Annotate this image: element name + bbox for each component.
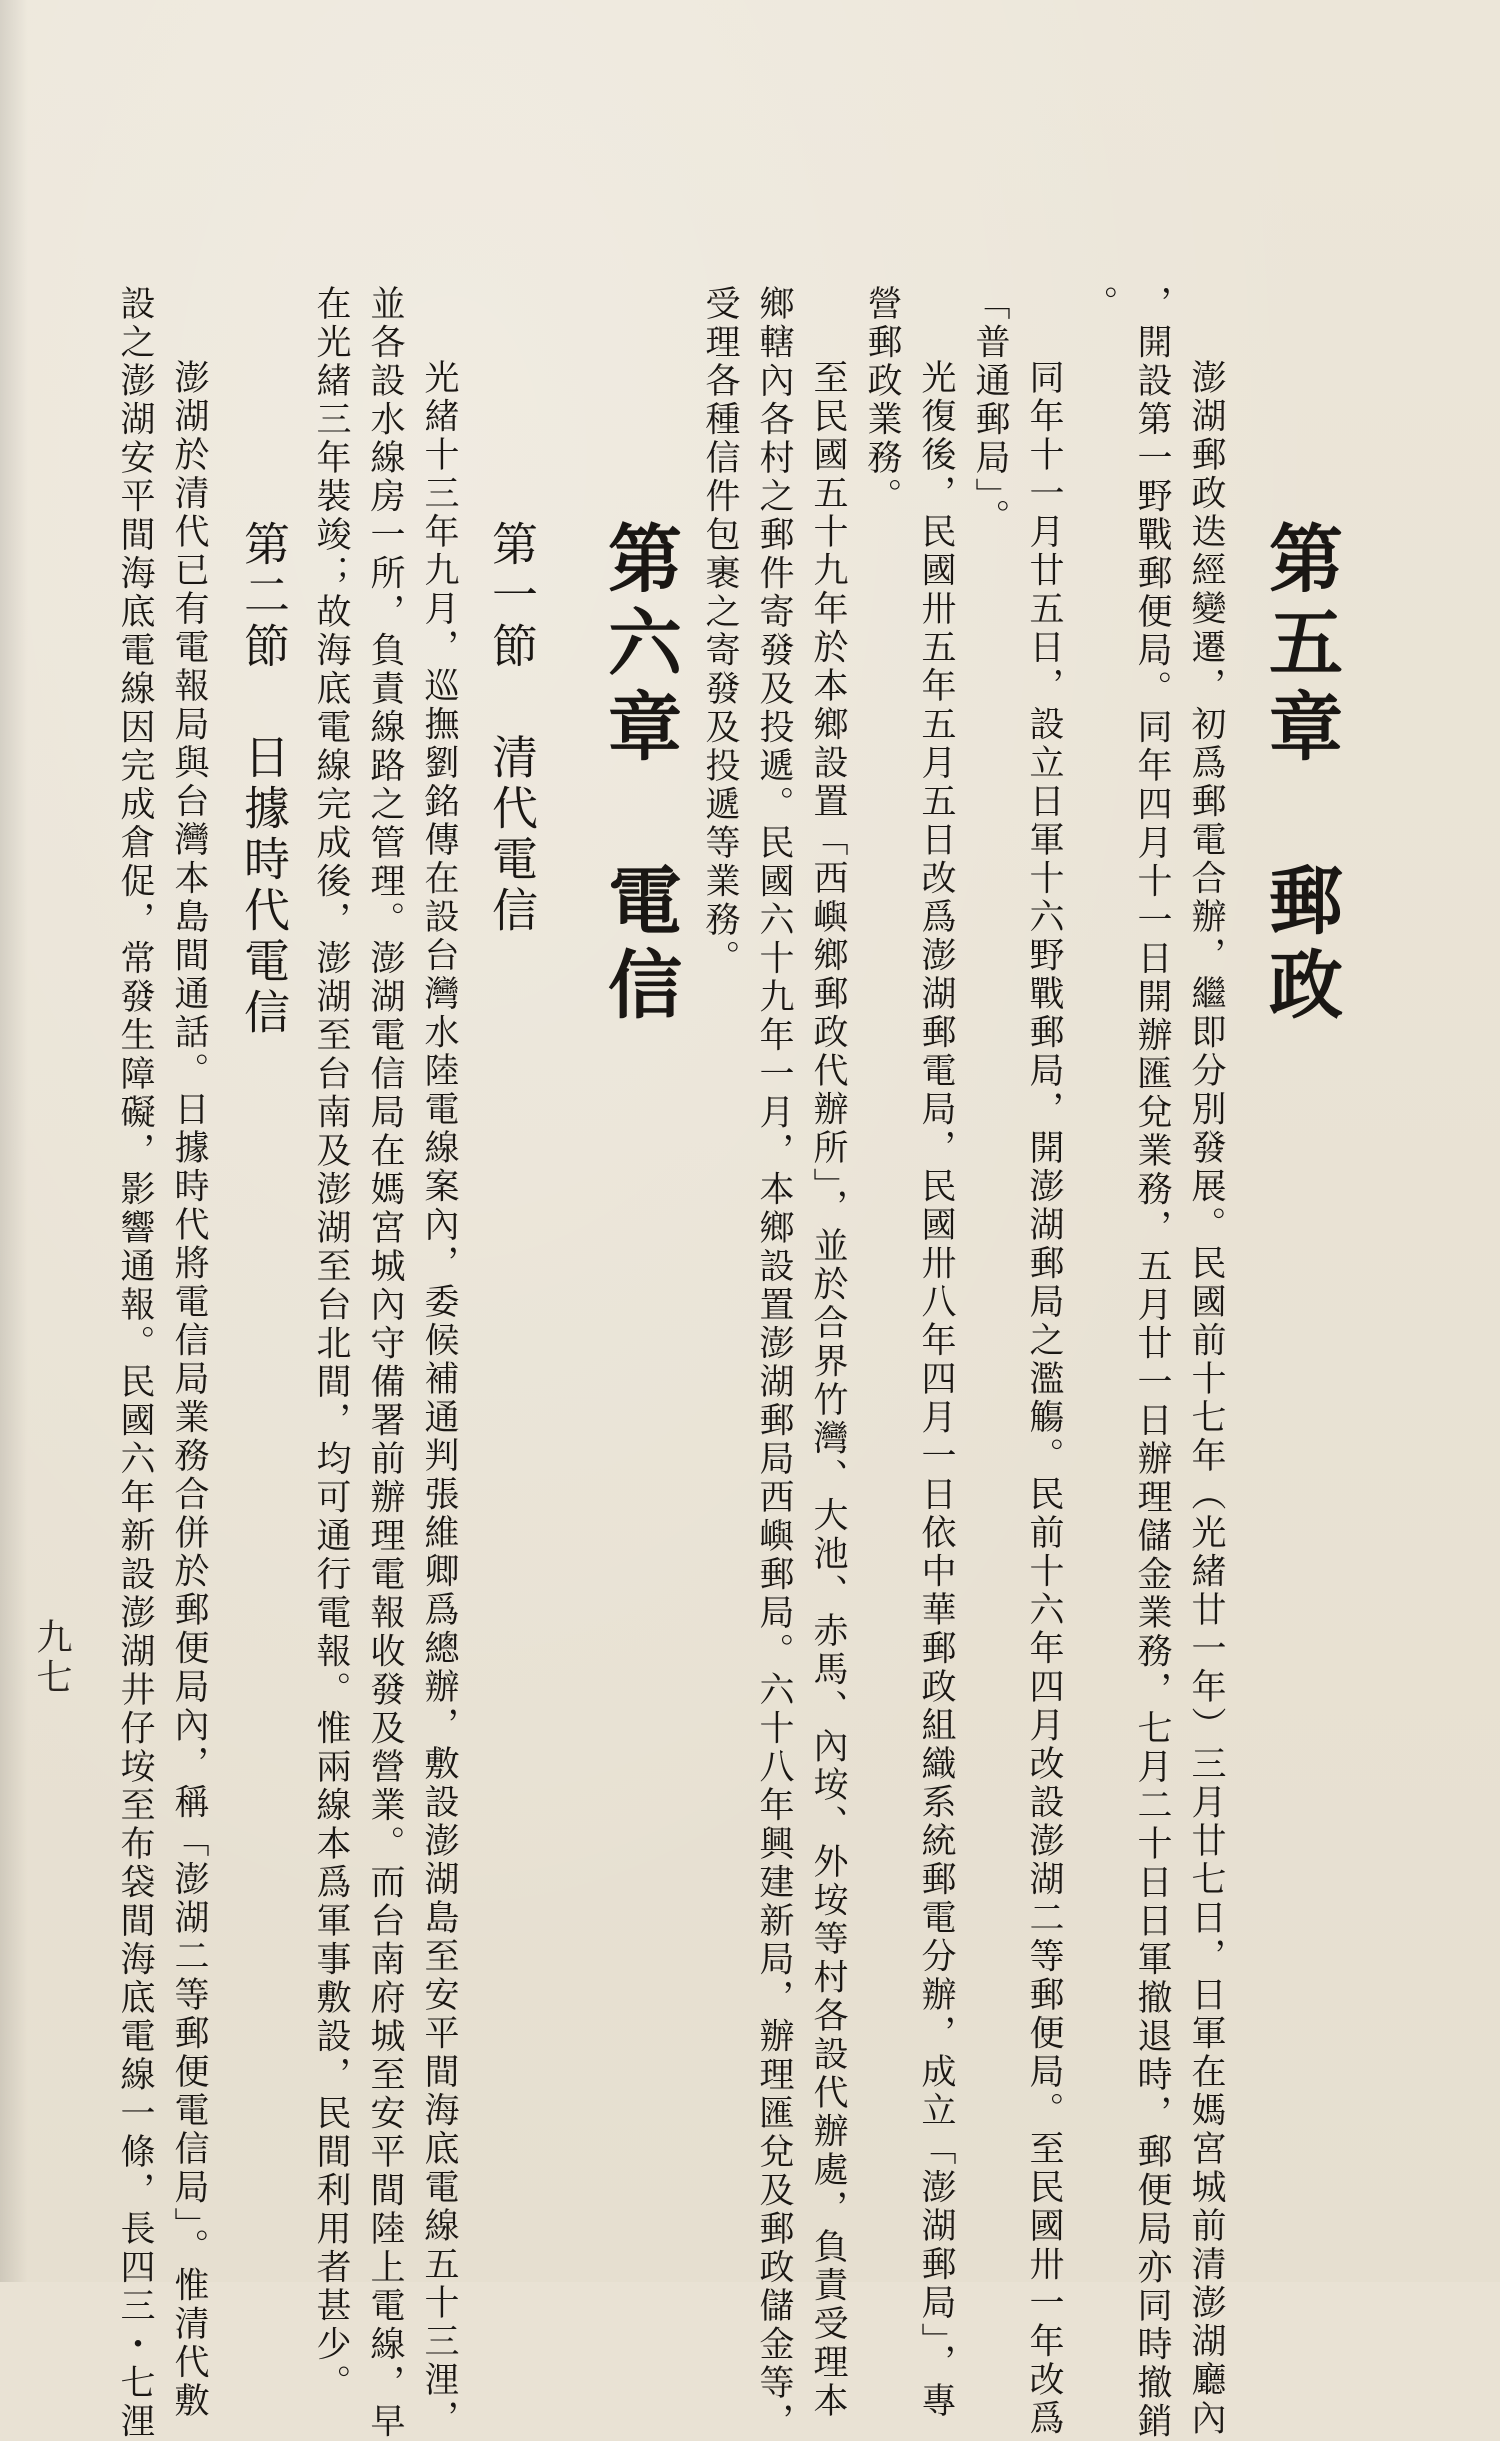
section-2-subject: 日據時代電信 <box>237 733 291 1039</box>
section-1-number: 第一節 <box>485 520 539 673</box>
ch5-para2-line2: 「普通郵局」。 <box>970 285 1010 537</box>
ch5-para4-line3: 受理各種信件包裹之寄發及投遞等業務。 <box>700 285 740 978</box>
chapter-6-subject: 電信 <box>596 862 682 1030</box>
section-1-subject: 清代電信 <box>485 733 539 937</box>
page-number: 九七 <box>31 1618 72 1698</box>
sec1-line2: 並各設水線房一所，負責線路之管理。澎湖電信局在媽宮城內守備署前辦理電報收發及營業。而台南府城至安平間陸上電線，早 <box>365 285 405 2441</box>
sec1-line1: 光緒十三年九月，巡撫劉銘傳在設台灣水陸電線案內，委候補通判張維卿爲總辦，敷設澎湖島至安平間海底電線五十三浬， <box>419 359 459 2438</box>
ch5-para3-line2: 營郵政業務。 <box>862 285 902 516</box>
chapter-6-title <box>594 520 684 1030</box>
section-2-number: 第二節 <box>237 520 291 673</box>
sec2-line2: 設之澎湖安平間海底電線因完成倉促，常發生障礙，影響通報。民國六年新設澎湖井仔垵至布袋間海底電線一條，長四三・七浬 <box>115 285 155 2441</box>
ch5-para1-line3: 。 <box>1078 285 1118 324</box>
ch5-para1-line2: ，開設第一野戰郵便局。同年四月十一日開辦匯兌業務，五月廿一日辦理儲金業務，七月二十日日軍撤退時，郵便局亦同時撤銷 <box>1132 285 1172 2441</box>
sec1-line3: 在光緒三年裝竣；故海底電線完成後，澎湖至台南及澎湖至台北間，均可通行電報。惟兩線本爲軍事敷設，民間利用者甚少。 <box>311 285 351 2403</box>
chapter-5-number: 第五章 <box>1257 520 1343 772</box>
chapter-5-title <box>1255 520 1345 1030</box>
section-2-title <box>234 520 294 1039</box>
ch5-para4-line1: 至民國五十九年於本鄉設置「西嶼鄉郵政代辦所」，並於合界竹灣、大池、赤馬、內垵、外垵等村各設代辦處，負責受理本 <box>808 359 848 2421</box>
ch5-para3-line1: 光復後，民國卅五年五月五日改爲澎湖郵電局，民國卅八年四月一日依中華郵政組織系統郵電分辦，成立「澎湖郵局」，專 <box>916 359 956 2421</box>
section-1-title <box>482 520 542 937</box>
ch5-para2-line1: 同年十一月廿五日，設立日軍十六野戰郵局，開澎湖郵局之濫觴。民前十六年四月改設澎湖二等郵便局。至民國卅一年改爲 <box>1024 359 1064 2438</box>
ch5-para1-line1: 澎湖郵政迭經變遷，初爲郵電合辦，繼即分別發展。民國前十七年（光緒廿一年）三月廿七日，日軍在媽宮城前清澎湖廳內 <box>1186 359 1226 2438</box>
chapter-6-number: 第六章 <box>596 520 682 772</box>
sec2-line1: 澎湖於清代已有電報局與台灣本島間通話。日據時代將電信局業務合併於郵便局內，稱「澎湖二等郵便電信局」。惟清代敷 <box>169 359 209 2421</box>
page-edge-shadow <box>0 0 28 2282</box>
chapter-5-subject: 郵政 <box>1257 862 1343 1030</box>
ch5-para4-line2: 鄉轄內各村之郵件寄發及投遞。民國六十九年一月，本鄉設置澎湖郵局西嶼郵局。六十八年興建新局，辦理匯兌及郵政儲金等， <box>754 285 794 2441</box>
